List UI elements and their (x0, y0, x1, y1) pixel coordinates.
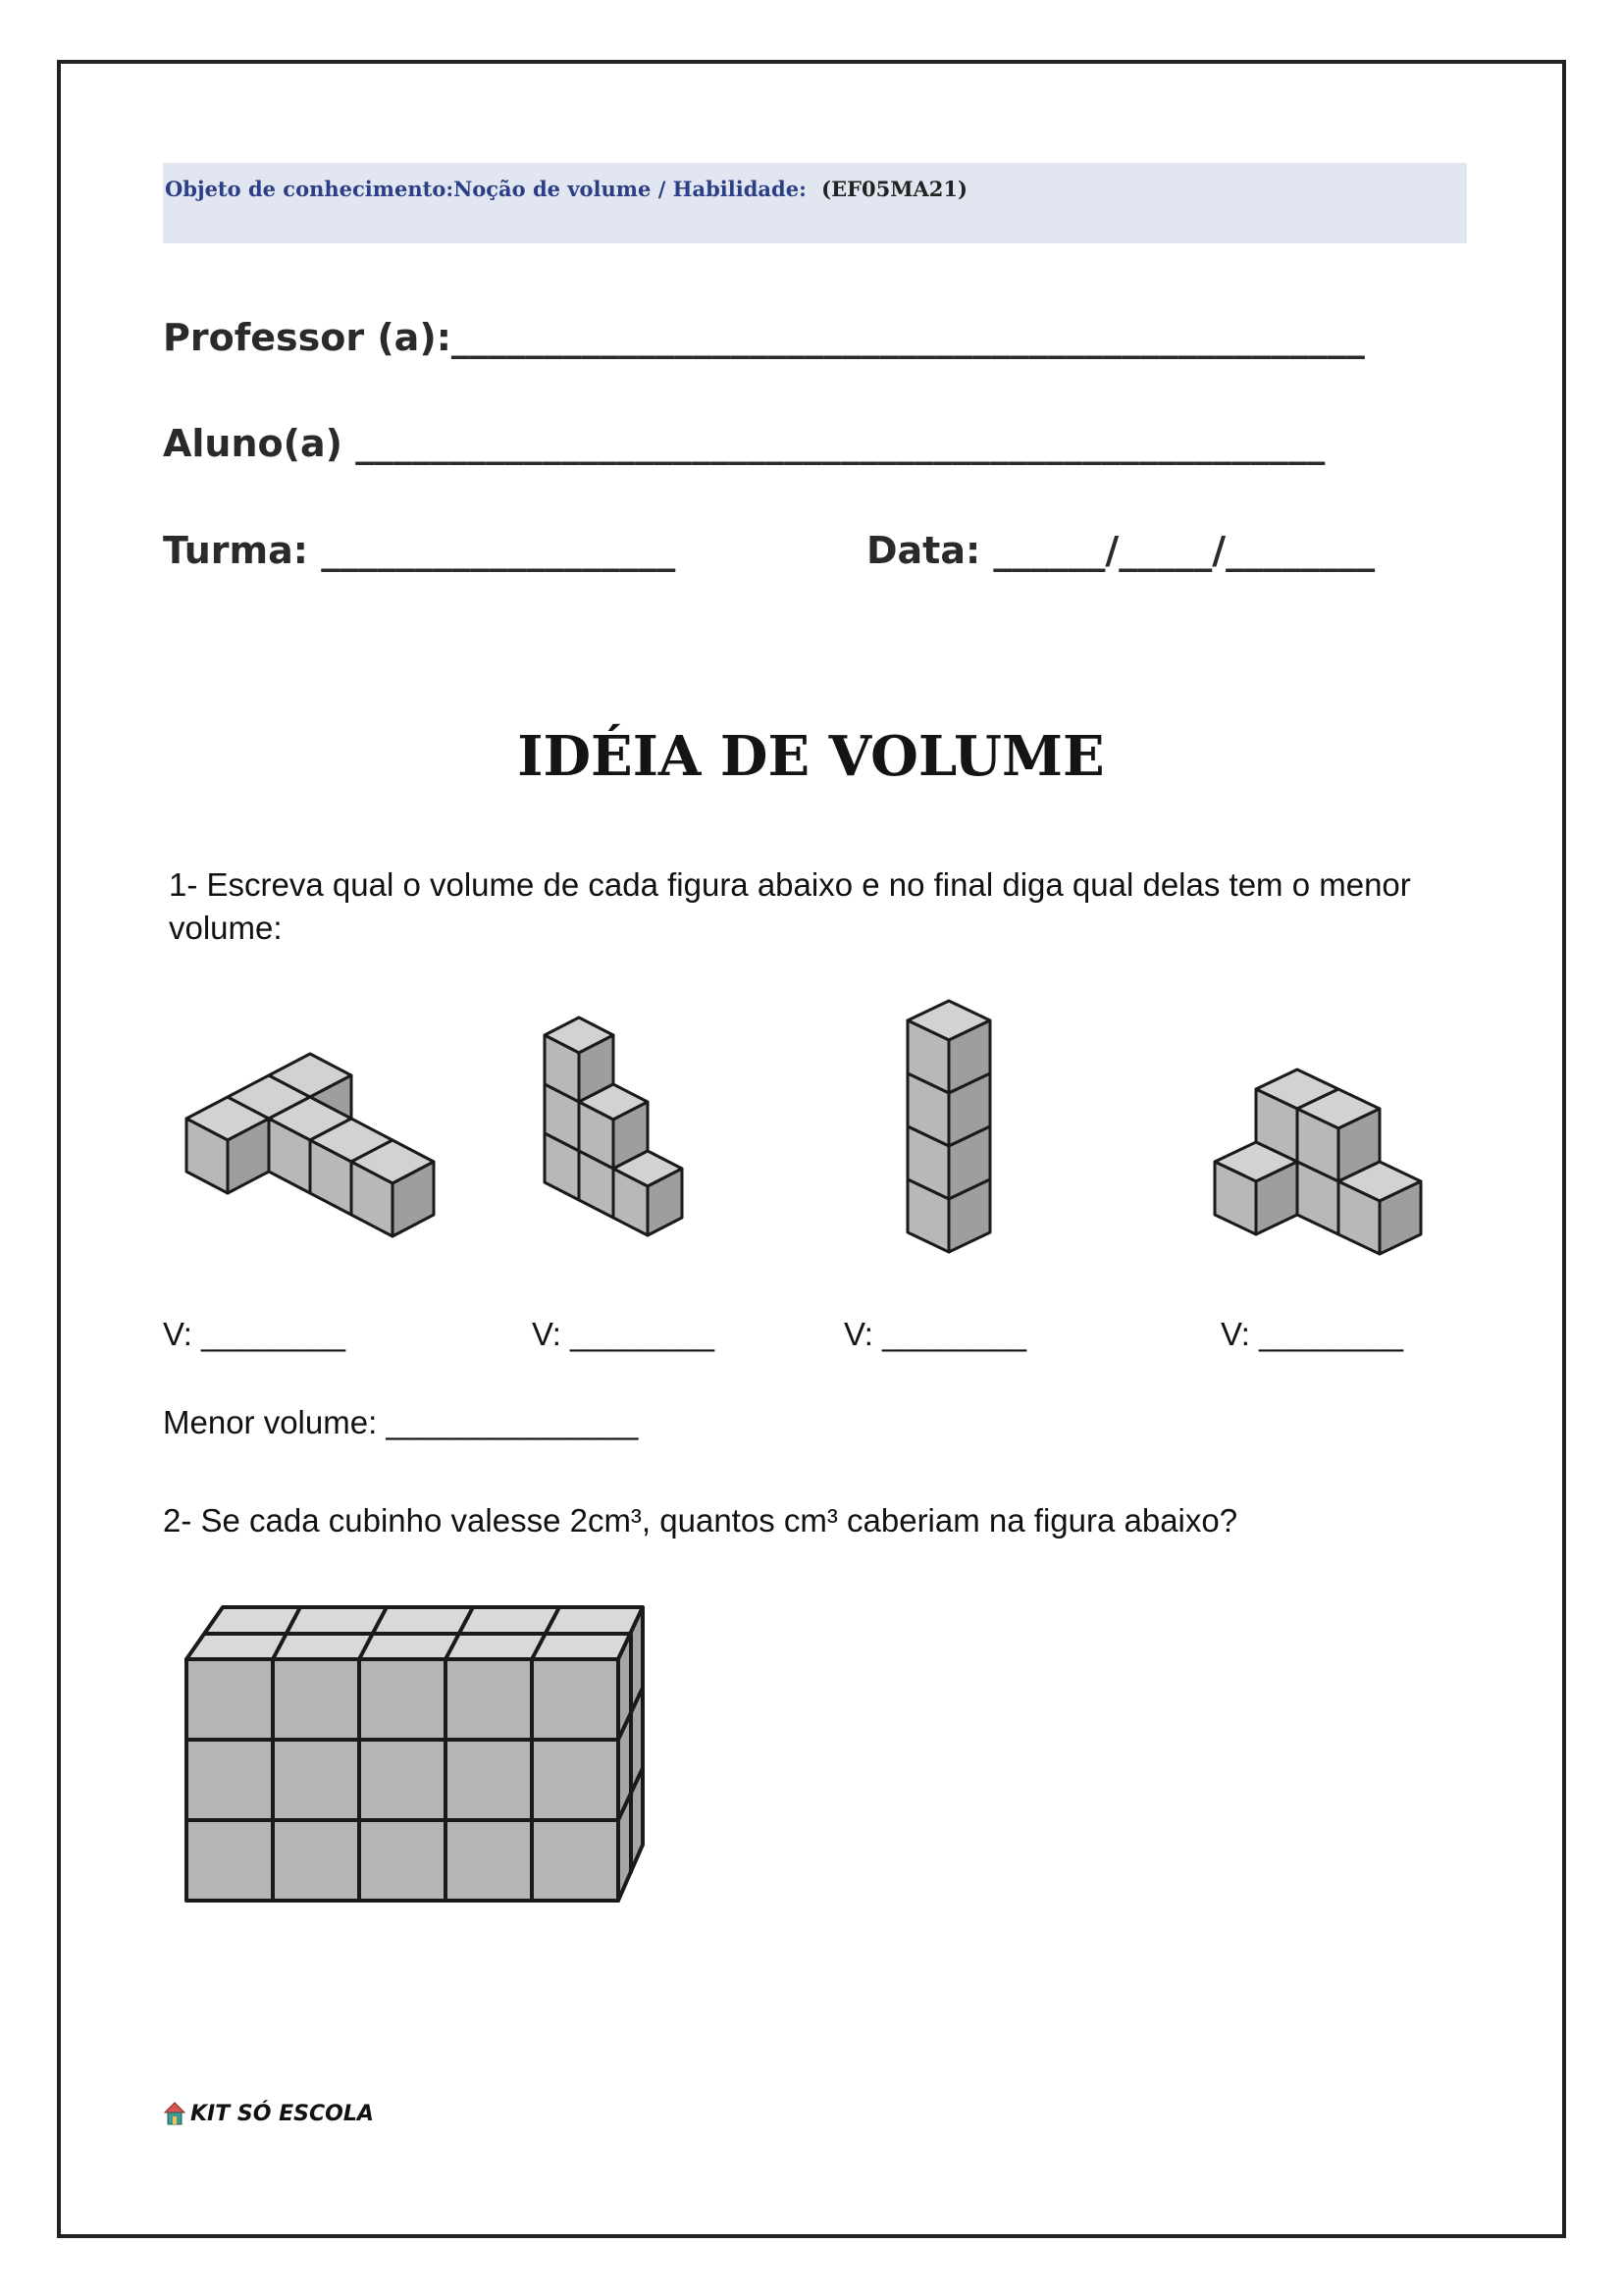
block-figure-cubes (172, 1594, 653, 1913)
smallest-volume-field[interactable]: Menor volume: ______________ (163, 1404, 639, 1440)
teacher-field[interactable]: Professor (a):_________________________________________________ (163, 316, 1365, 359)
volume-answer-2[interactable]: V: ________ (532, 1316, 714, 1352)
volume-answer-1[interactable]: V: ________ (163, 1316, 345, 1352)
figure-2-cubes (525, 1006, 731, 1271)
header-band (163, 163, 1467, 243)
class-field[interactable]: Turma: ___________________ (163, 529, 676, 572)
logo-text: KIT SÓ ESCOLA (190, 2101, 374, 2126)
volume-answer-4[interactable]: V: ________ (1221, 1316, 1403, 1352)
date-field[interactable]: Data: ______/_____/________ (866, 529, 1376, 572)
page-title: IDÉIA DE VOLUME (517, 724, 1105, 789)
question-2-text: 2- Se cada cubinho valesse 2cm³, quantos cm³ caberiam na figura abaixo? (163, 1502, 1238, 1539)
figure-4-cubes (1197, 1050, 1452, 1276)
student-field[interactable]: Aluno(a) ____________________________________________________ (163, 422, 1326, 465)
skill-code: (EF05MA21) (821, 177, 968, 201)
figure-1-cubes (167, 1020, 481, 1266)
kit-so-escola-logo (163, 2101, 374, 2126)
question-1-text: 1- Escreva qual o volume de cada figura abaixo e no final diga qual delas tem o menor volume: (169, 866, 1420, 946)
house-icon (163, 2101, 186, 2126)
volume-answer-3[interactable]: V: ________ (844, 1316, 1026, 1352)
figure-3-cubes (878, 981, 1025, 1285)
knowledge-object-label: Objeto de conhecimento:Noção de volume / Habilidade: (165, 177, 807, 201)
